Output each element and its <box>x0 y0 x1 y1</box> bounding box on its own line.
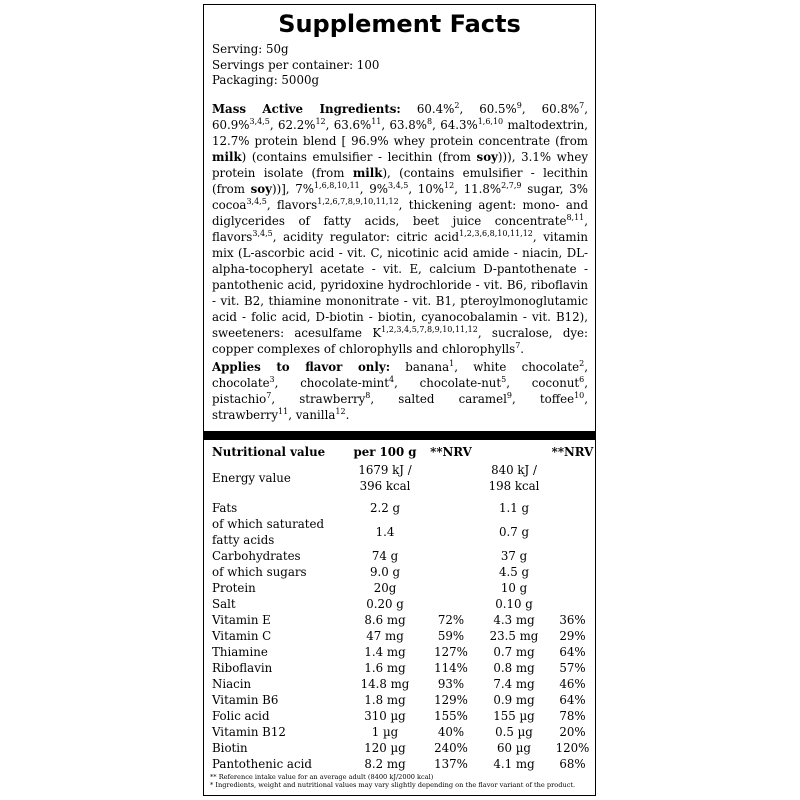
header-per-serving <box>478 443 550 462</box>
nutrient-name: Vitamin E <box>212 612 271 627</box>
nrv-per-100g <box>424 516 478 548</box>
nutrient-name: Salt <box>212 596 236 611</box>
header-nutritional-value: Nutritional value <box>212 445 326 459</box>
table-row <box>204 660 595 676</box>
nrv-per-serving <box>550 580 595 596</box>
value-per-100g: 0.20 g <box>366 596 404 611</box>
nrv-per-serving: 57% <box>559 660 586 675</box>
value-per-100g: 14.8 mg <box>360 676 410 691</box>
table-row <box>204 676 595 692</box>
value-per-serving: 4.5 g <box>498 564 530 579</box>
value-per-serving: 840 kJ / 198 kcal <box>488 462 540 493</box>
nutrient-name: Folic acid <box>212 708 270 723</box>
nutrient-name: Riboflavin <box>212 660 273 675</box>
nutrient-name: Protein <box>212 580 256 595</box>
nutrient-name: Biotin <box>212 740 248 755</box>
value-per-100g: 47 mg <box>366 628 404 643</box>
nrv-per-100g <box>424 500 478 516</box>
divider-bar <box>204 431 595 440</box>
nrv-per-serving: 68% <box>559 756 586 771</box>
nrv-per-serving: 64% <box>559 644 586 659</box>
nutrient-name: Fats <box>212 500 238 515</box>
value-per-100g: 2.2 g <box>369 500 401 515</box>
applies-heading: Applies to flavor only: <box>212 359 391 374</box>
value-per-100g: 120 µg <box>364 740 406 755</box>
nutrient-name: Vitamin B12 <box>212 724 286 739</box>
nrv-per-serving: 64% <box>559 692 586 707</box>
supplement-facts-label <box>203 4 596 796</box>
nrv-per-100g: 127% <box>434 644 468 659</box>
nrv-per-serving: 20% <box>559 724 586 739</box>
table-row <box>204 628 595 644</box>
nrv-per-serving: 120% <box>555 740 590 755</box>
nrv-per-100g <box>424 564 478 580</box>
servings-per-container: Servings per container: 100 <box>212 57 380 72</box>
table-row <box>204 756 595 772</box>
value-per-100g: 1.8 mg <box>364 692 406 707</box>
nrv-per-serving <box>550 516 595 548</box>
table-row <box>204 708 595 724</box>
nutrient-name: Pantothenic acid <box>212 756 312 771</box>
value-per-100g: 1.6 mg <box>364 660 406 675</box>
value-per-serving: 0.8 mg <box>493 660 535 675</box>
table-row <box>204 644 595 660</box>
table-row <box>204 500 595 516</box>
nrv-per-100g: 72% <box>437 612 465 627</box>
table-row <box>204 462 595 494</box>
footnote-reference-intake: ** Reference intake value for an average adult (8400 kJ/2000 kcal) <box>210 772 434 781</box>
nrv-per-100g: 240% <box>434 740 468 755</box>
nutrient-name: Niacin <box>212 676 252 691</box>
nrv-per-serving <box>550 548 595 564</box>
serving-size: Serving: 50g <box>212 42 289 56</box>
nrv-per-100g: 59% <box>437 628 465 643</box>
nrv-per-serving <box>550 500 595 516</box>
footnotes <box>204 773 595 789</box>
value-per-100g: 1.4 mg <box>364 644 406 659</box>
header-per-100g: per 100 g <box>353 445 417 459</box>
table-row <box>204 692 595 708</box>
nrv-per-100g <box>424 596 478 612</box>
table-row <box>204 596 595 612</box>
nrv-per-100g <box>424 462 478 494</box>
value-per-serving: 4.1 mg <box>493 756 535 771</box>
header-nrv-100g: **NRV <box>430 445 472 459</box>
value-per-serving: 1.1 g <box>498 500 530 515</box>
value-per-100g: 9.0 g <box>369 564 401 579</box>
value-per-100g: 20g <box>373 580 397 595</box>
value-per-100g: 8.2 mg <box>364 756 406 771</box>
value-per-serving: 4.3 mg <box>493 612 535 627</box>
value-per-100g: 74 g <box>371 548 399 563</box>
nrv-per-serving: 29% <box>559 628 586 643</box>
value-per-serving: 37 g <box>500 548 528 563</box>
label-title: Supplement Facts <box>278 10 521 38</box>
ingredients-heading: Mass Active Ingredients: <box>212 101 401 116</box>
table-row <box>204 724 595 740</box>
nutrition-table <box>204 443 595 772</box>
footnote-variation: * Ingredients, weight and nutritional values may vary slightly depending on the flavor variant of the product. <box>210 780 576 789</box>
table-header <box>204 443 595 462</box>
nutrient-name: Vitamin C <box>212 628 272 643</box>
value-per-100g: 8.6 mg <box>364 612 406 627</box>
nrv-per-100g <box>424 548 478 564</box>
table-row <box>204 548 595 564</box>
serving-info <box>204 39 595 89</box>
nrv-per-serving: 36% <box>559 612 586 627</box>
value-per-serving: 0.9 mg <box>493 692 535 707</box>
nrv-per-100g <box>424 580 478 596</box>
nrv-per-serving <box>550 596 595 612</box>
value-per-100g: 1679 kJ / 396 kcal <box>358 462 412 493</box>
table-row <box>204 516 595 548</box>
nrv-per-100g: 114% <box>434 660 468 675</box>
nrv-per-serving <box>550 564 595 580</box>
value-per-100g: 1 µg <box>371 724 399 739</box>
packaging: Packaging: 5000g <box>212 73 320 87</box>
header-nrv-serving: **NRV <box>551 445 594 459</box>
value-per-100g: 1.4 <box>375 524 395 539</box>
table-row <box>204 612 595 628</box>
table-row <box>204 564 595 580</box>
table-row <box>204 740 595 756</box>
nrv-per-serving <box>550 462 595 494</box>
value-per-serving: 0.10 g <box>495 596 533 611</box>
value-per-serving: 0.7 mg <box>493 644 535 659</box>
nrv-per-100g: 155% <box>434 708 468 723</box>
nutrient-name: Vitamin B6 <box>212 692 279 707</box>
nrv-per-100g: 129% <box>434 692 468 707</box>
table-row <box>204 580 595 596</box>
value-per-serving: 23.5 mg <box>489 628 539 643</box>
nrv-per-100g: 40% <box>437 724 465 739</box>
value-per-serving: 0.5 µg <box>495 724 533 739</box>
value-per-serving: 155 µg <box>493 708 535 723</box>
nrv-per-100g: 93% <box>437 676 465 691</box>
ingredients-text: Mass Active Ingredients: 60.4%$^2$, 60.5%$^9$, 60.8%$^7$, 60.9%$^{3,4,5}$, 62.2%$^{12}$, 63.6%$^{11}$, 63.8%$^8$, 64.3%$^{1,6,10}$ maltodextrin, 12.7% protein blend [ 96.9% whey protein concentrate (from milk) (contains emulsifier - lecithin (from soy))), 3.1% whey protein isolate (from milk), (contains emulsifier - lecithin (from soy))], 7%$^{1,6,8,10,11}$, 9%$^{3,4,5}$, 10%$^{12}$, 11.8%$^{2,7,9}$ sugar, 3% cocoa$^{3,4,5}$, flavors$^{1,2,6,7,8,9,10,11,12}$, thickening agent: mono- and diglycerides of fatty acids, beet juice concentrate$^{8,11}$, flavors$^{3,4,5}$, acidity regulator: citric acid$^{1,2,3,6,8,10,11,12}$, vitamin mix (L-ascorbic acid - vit. C, nicotinic acid amide - niacin, DL-alpha-tocopheryl acetate - vit. E, calcium D-pantothenate - pantothenic acid, pyridoxine hydrochloride - vit. B6, riboflavin - vit. B2, thiamine mononitrate - vit. B1, pteroylmonoglutamic acid - folic acid, D-biotin - biotin, cyanocobalamin - vit. B12), sweeteners: acesulfame K$^{1,2,3,4,5,7,8,9,10,11,12}$, sucralose, dye: copper complexes of chlorophylls and chlorophylls$^7$. Applies to flavor only: banana$^1$, white chocolate$^2$, chocolate$^3$, chocolate-mint$^4$, chocolate-nut$^5$, coconut$^6$, pistachio$^7$, strawberry$^8$, salted caramel$^9$, toffee$^{10}$, strawberry$^{11}$, vanilla$^{12}$. <box>212 100 589 422</box>
value-per-serving: 7.4 mg <box>493 676 535 691</box>
nrv-per-serving: 46% <box>559 676 586 691</box>
value-per-100g: 310 µg <box>364 708 406 723</box>
nutrient-name: of which saturated fatty acids <box>212 516 325 547</box>
applies-to-flavor: Applies to flavor only: banana$^1$, white chocolate$^2$, chocolate$^3$, chocolate-mint$^4$, chocolate-nut$^5$, coconut$^6$, pistachio$^7$, strawberry$^8$, salted caramel$^9$, toffee$^{10}$, strawberry$^{11}$, vanilla$^{12}$. <box>212 358 589 422</box>
nutrient-name: Energy value <box>212 470 291 485</box>
nutrient-name: Thiamine <box>212 644 268 659</box>
value-per-serving: 0.7 g <box>498 524 530 539</box>
nutrient-name: of which sugars <box>212 564 307 579</box>
value-per-serving: 10 g <box>500 580 528 595</box>
nutrient-name: Carbohydrates <box>212 548 301 563</box>
value-per-serving: 60 µg <box>497 740 531 755</box>
nrv-per-serving: 78% <box>559 708 586 723</box>
nrv-per-100g: 137% <box>434 756 468 771</box>
